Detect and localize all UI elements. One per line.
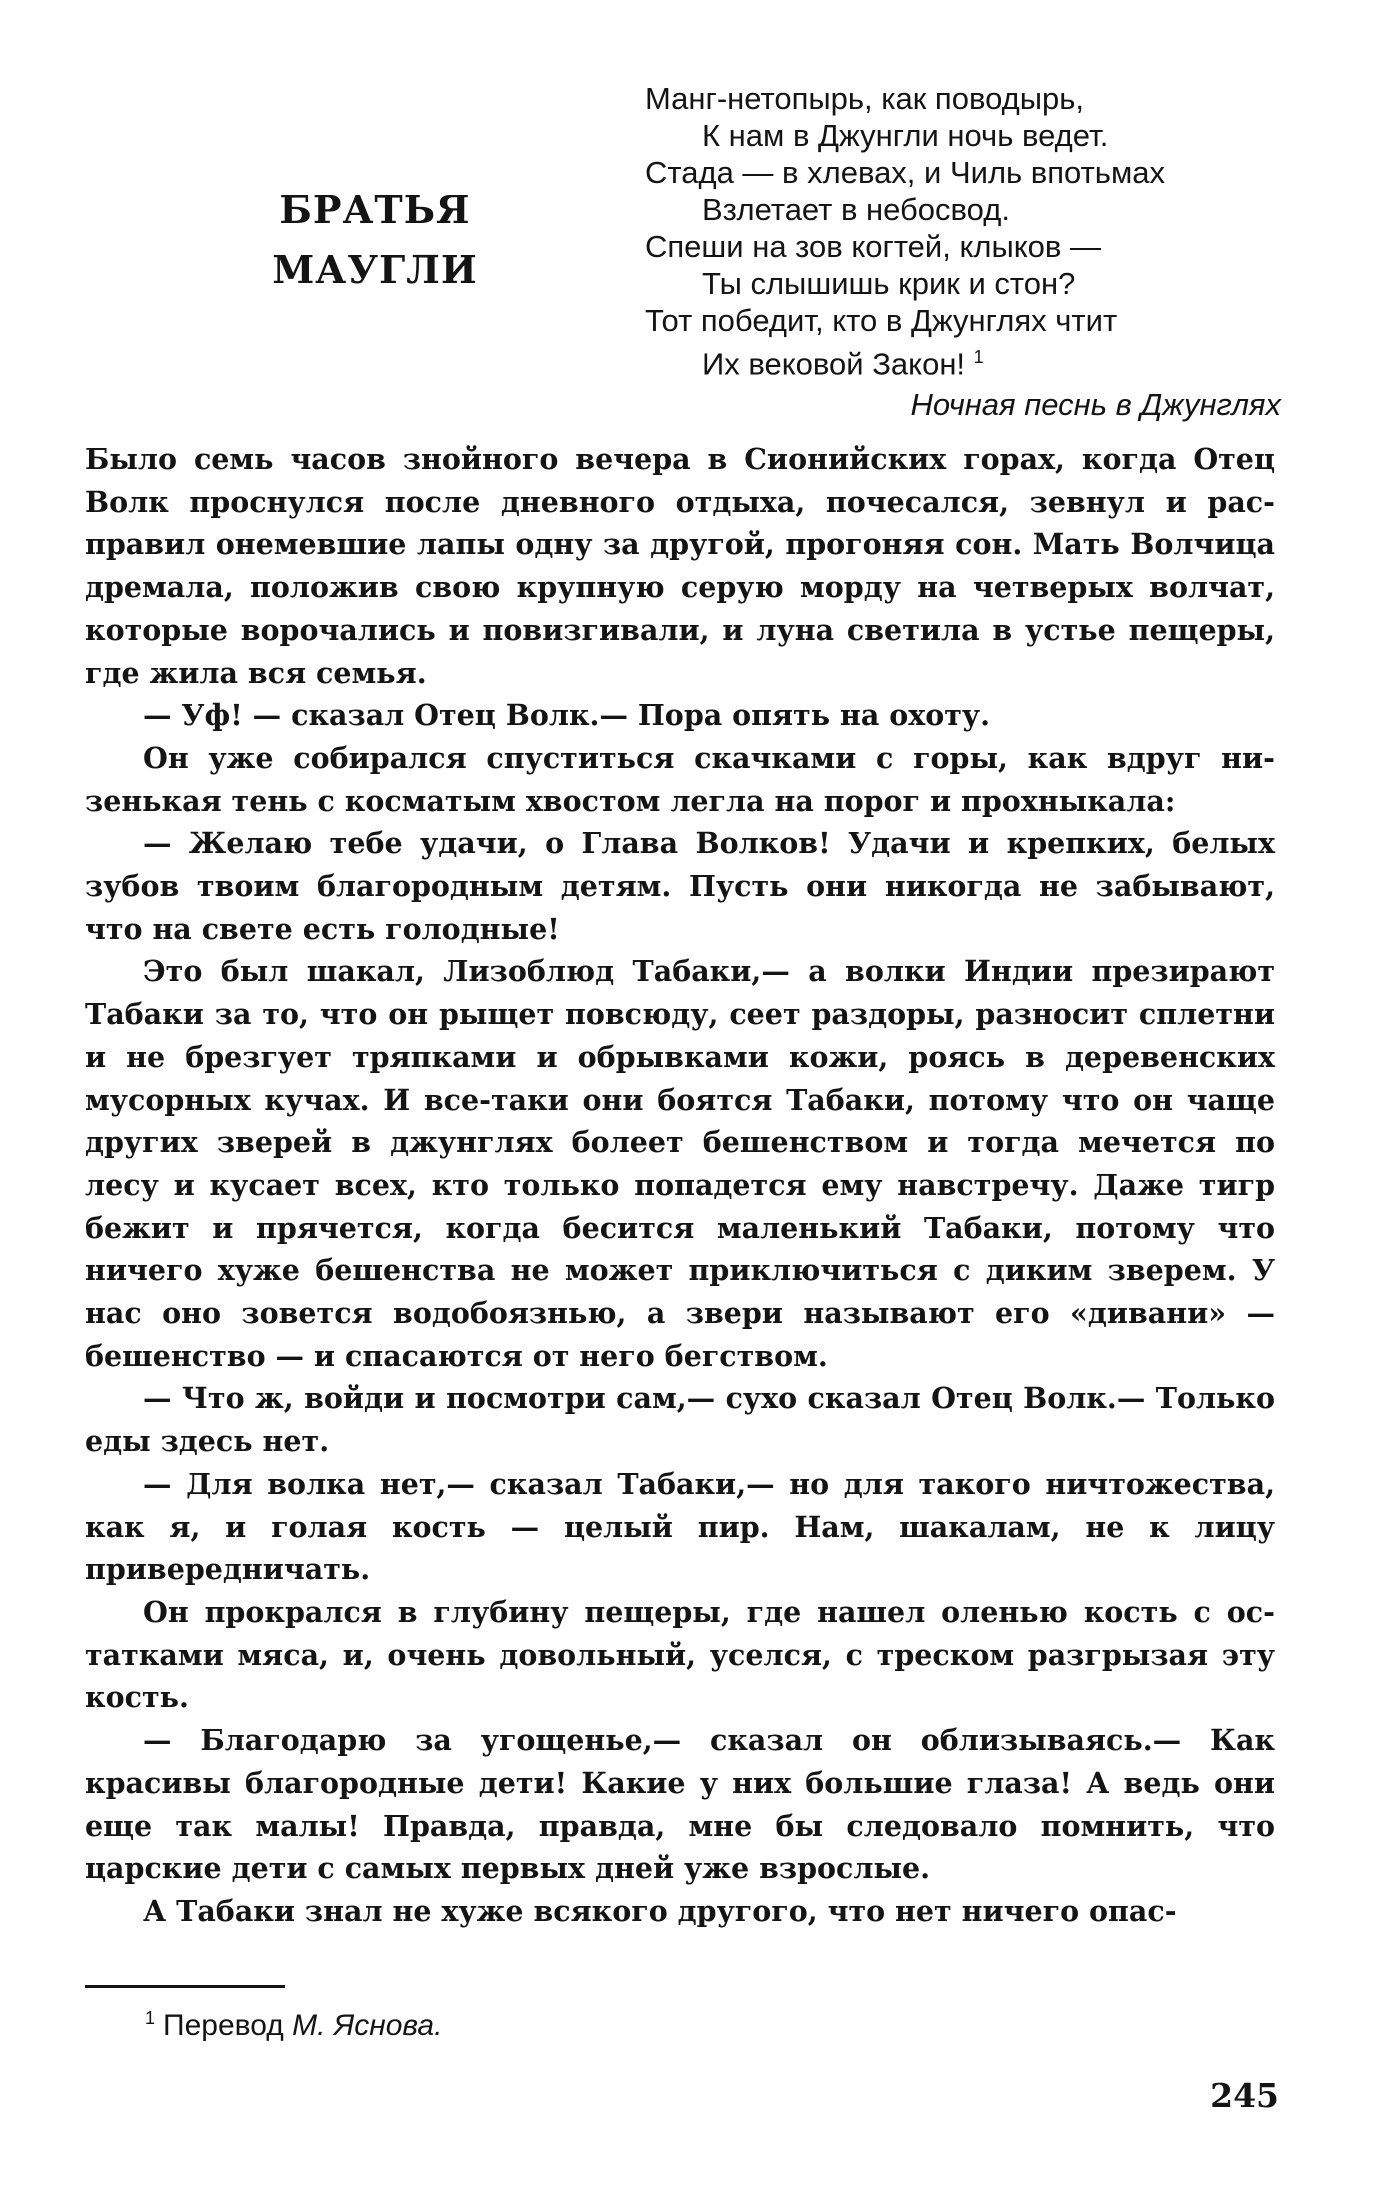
- epigraph-line: Их вековой Закон!: [702, 346, 966, 382]
- footnote-text: Перевод: [163, 2009, 284, 2042]
- chapter-title-line-1: БРАТЬЯ: [279, 187, 471, 232]
- footnote-divider: [85, 1985, 285, 1988]
- page-number: 245: [1210, 2076, 1279, 2115]
- epigraph-line: Стада — в хлевах, и Чиль впотьмах: [645, 155, 1166, 190]
- epigraph-source: Ночная песнь в Джунглях: [910, 387, 1281, 423]
- epigraph: [645, 80, 1285, 423]
- chapter-title-line-2: МАУГЛИ: [272, 247, 478, 292]
- footnote: [145, 2000, 442, 2044]
- footnote-mark: 1: [973, 347, 984, 367]
- paragraph: Это был шакал, Лизоблюд Табаки,— а волки Индии презирают Табаки за то, что он рыщет повсюду, сеет раздоры, разносит сплетни и не брезгует тряпками и обрывками кожи, роясь в деревенских мусорных кучах. И все-таки они боятся Табаки, потому что он чаще других зверей в джунглях болеет бешенством и тогда мечется по лесу и кусает всех, кто только попадется ему навстречу. Даже тигр бежит и прячется, когда бесится маленький Табаки, потому что ничего хуже бешенства не может приключиться с диким зверем. У нас оно зовется водобоязнью, а звери называют его «дивани» — бешенство — и спасаются от него бегством.: [85, 954, 1275, 1373]
- body-text: [85, 438, 1275, 1933]
- paragraph: — Благодарю за угощенье,— сказал он облизываясь.— Как красивы благородные дети! Какие у них большие глаза! А ведь они еще так малы! Правда, правда, мне бы следовало помнить, что царские дети с самых первых дней уже взрослые.: [85, 1723, 1275, 1886]
- epigraph-line: Взлетает в небосвод.: [702, 192, 1010, 227]
- epigraph-last-line: [645, 339, 1285, 382]
- paragraph: — Уф! — сказал Отец Волк.— Пора опять на охоту.: [143, 698, 991, 733]
- epigraph-line: Спеши на зов когтей, клыков —: [645, 229, 1101, 264]
- footnote-number: 1: [145, 2008, 156, 2028]
- paragraph: — Для волка нет,— сказал Табаки,— но для такого ничтожества, как я, и голая кость — целый пир. Нам, шакалам, не к лицу привередничать.: [85, 1466, 1275, 1587]
- footnote-author: М. Яснова.: [292, 2009, 443, 2042]
- paragraph: А Табаки знал не хуже всякого другого, что нет ничего опас-: [143, 1893, 1177, 1928]
- paragraph: — Что ж, войди и посмотри сам,— сухо сказал Отец Волк.— Только еды здесь нет.: [85, 1381, 1275, 1459]
- epigraph-line: Манг-нетопырь, как поводырь,: [645, 81, 1085, 116]
- epigraph-line: К нам в Джунгли ночь ведет.: [702, 118, 1109, 153]
- paragraph: Он уже собирался спуститься скачками с горы, как вдруг низенькая тень с косматым хвостом легла на порог и прохныкала:: [85, 740, 1275, 818]
- chapter-title: [255, 180, 495, 300]
- paragraph: — Желаю тебе удачи, о Глава Волков! Удачи и крепких, белых зубов твоим благородным детям. Пусть они никогда не забывают, что на свете есть голодные!: [85, 826, 1275, 946]
- paragraph: Было семь часов знойного вечера в Сионийских горах, когда Отец Волк проснулся после дневного отдыха, почесался, зевнул и расправил онемевшие лапы одну за другой, прогоняя сон. Мать Волчица дремала, положив свою крупную серую морду на четверых волчат, которые ворочались и повизгивали, и луна светила в устье пещеры, где жила вся семья.: [85, 442, 1275, 690]
- paragraph: Он прокрался в глубину пещеры, где нашел оленью кость с остатками мяса, и, очень довольный, уселся, с треском разгрызая эту кость.: [85, 1594, 1275, 1715]
- epigraph-line: Тот победит, кто в Джунглях чтит: [645, 303, 1118, 338]
- epigraph-line: Ты слышишь крик и стон?: [702, 266, 1076, 301]
